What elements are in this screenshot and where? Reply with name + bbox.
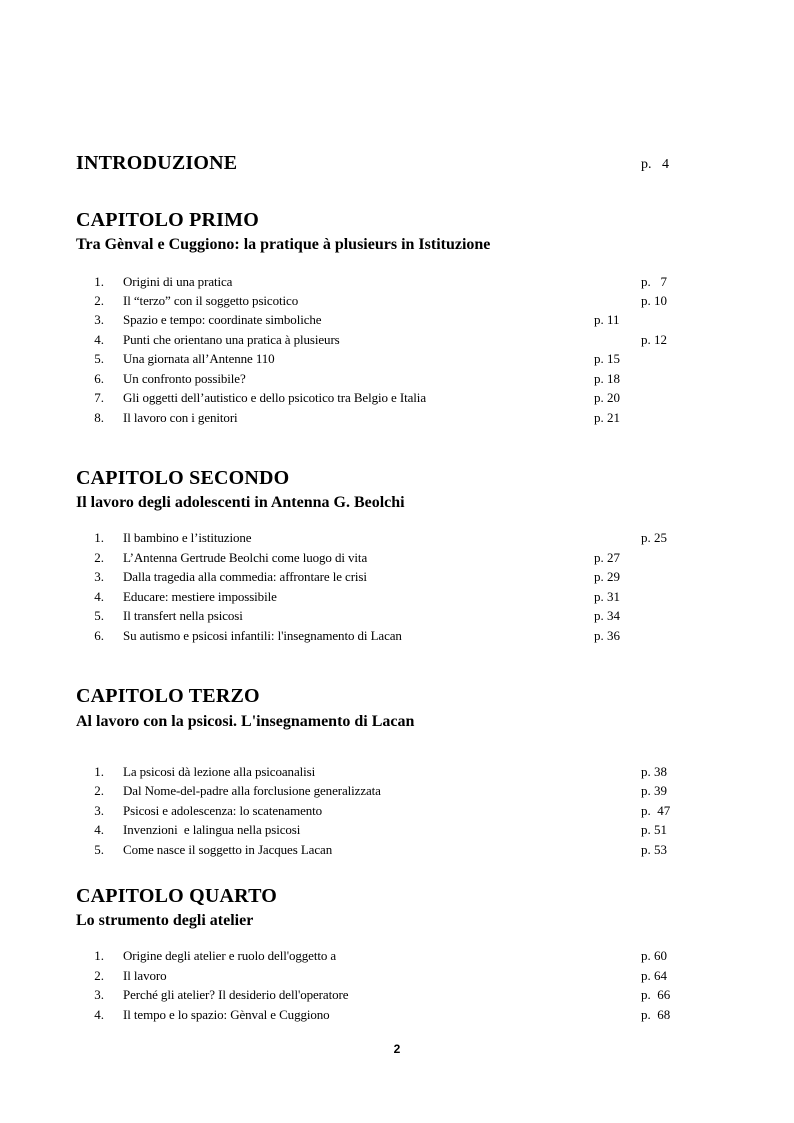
chapter-4-title: CAPITOLO QUARTO <box>76 885 278 907</box>
toc-entry[interactable] <box>0 569 794 588</box>
toc-entry[interactable] <box>0 410 794 429</box>
entry-number: 2. <box>94 550 104 565</box>
entry-page: p. 47 <box>641 803 671 818</box>
entry-page: p. 36 <box>594 628 620 643</box>
toc-entry[interactable] <box>0 968 794 987</box>
entry-text: Il tempo e lo spazio: Gènval e Cuggiono <box>123 1007 330 1022</box>
entry-number: 2. <box>94 293 104 308</box>
entry-number: 6. <box>94 371 104 386</box>
toc-entry[interactable] <box>0 803 794 822</box>
toc-entry[interactable] <box>0 628 794 647</box>
entry-page: p. 60 <box>641 948 667 963</box>
entry-page: p. 31 <box>594 589 620 604</box>
chapter-1-title: CAPITOLO PRIMO <box>76 209 259 231</box>
entry-number: 3. <box>94 987 104 1002</box>
entry-number: 3. <box>94 569 104 584</box>
toc-entry[interactable] <box>0 274 794 293</box>
entry-page: p. 27 <box>594 550 620 565</box>
entry-number: 2. <box>94 783 104 798</box>
entry-text: Una giornata all’Antenne 110 <box>123 351 275 366</box>
entry-number: 7. <box>94 390 104 405</box>
entry-number: 5. <box>94 351 104 366</box>
toc-entry[interactable] <box>0 390 794 409</box>
chapter-2-title: CAPITOLO SECONDO <box>76 467 290 489</box>
toc-entry[interactable] <box>0 1007 794 1026</box>
entry-number: 1. <box>94 274 104 289</box>
toc-entry[interactable] <box>0 332 794 351</box>
entry-page: p. 38 <box>641 764 667 779</box>
entry-text: Invenzioni e lalingua nella psicosi <box>123 822 301 837</box>
entry-page: p. 12 <box>641 332 667 347</box>
toc-entry[interactable] <box>0 589 794 608</box>
entry-number: 2. <box>94 968 104 983</box>
entry-page: p. 11 <box>594 312 620 327</box>
entry-page: p. 10 <box>641 293 667 308</box>
toc-entry[interactable] <box>0 293 794 312</box>
entry-text: L’Antenna Gertrude Beolchi come luogo di vita <box>123 550 368 565</box>
toc-entry[interactable] <box>0 822 794 841</box>
toc-entry[interactable] <box>0 783 794 802</box>
entry-number: 4. <box>94 332 104 347</box>
entry-page: p. 68 <box>641 1007 671 1022</box>
toc-entry[interactable] <box>0 550 794 569</box>
entry-number: 4. <box>94 589 104 604</box>
entry-text: Un confronto possibile? <box>123 371 246 386</box>
entry-text: Perché gli atelier? Il desiderio dell'operatore <box>123 987 349 1002</box>
entry-number: 4. <box>94 822 104 837</box>
entry-page: p. 64 <box>641 968 667 983</box>
entry-page: p. 53 <box>641 842 667 857</box>
toc-entry[interactable] <box>0 608 794 627</box>
entry-text: Dal Nome-del-padre alla forclusione generalizzata <box>123 783 381 798</box>
entry-number: 1. <box>94 530 104 545</box>
toc-entry[interactable] <box>0 371 794 390</box>
toc-entry[interactable] <box>0 312 794 331</box>
entry-page: p. 15 <box>594 351 620 366</box>
entry-number: 1. <box>94 764 104 779</box>
entry-number: 3. <box>94 803 104 818</box>
entry-page: p. 7 <box>641 274 667 289</box>
entry-page: p. 20 <box>594 390 620 405</box>
chapter-3-title: CAPITOLO TERZO <box>76 685 260 707</box>
entry-page: p. 39 <box>641 783 667 798</box>
entry-text: Come nasce il soggetto in Jacques Lacan <box>123 842 333 857</box>
entry-page: p. 25 <box>641 530 667 545</box>
entry-text: Il lavoro con i genitori <box>123 410 238 425</box>
entry-number: 5. <box>94 608 104 623</box>
entry-text: Educare: mestiere impossibile <box>123 589 277 604</box>
entry-number: 8. <box>94 410 104 425</box>
toc-entry[interactable] <box>0 987 794 1006</box>
entry-number: 3. <box>94 312 104 327</box>
entry-text: Spazio e tempo: coordinate simboliche <box>123 312 322 327</box>
entry-number: 4. <box>94 1007 104 1022</box>
toc-entry[interactable] <box>0 764 794 783</box>
entry-text: Il “terzo” con il soggetto psicotico <box>123 293 299 308</box>
entry-text: Il lavoro <box>123 968 167 983</box>
entry-text: Dalla tragedia alla commedia: affrontare le crisi <box>123 569 367 584</box>
intro-page-ref: p. 4 <box>641 157 669 172</box>
chapter-3-subtitle: Al lavoro con la psicosi. L'insegnamento di Lacan <box>76 713 415 730</box>
entry-text: Punti che orientano una pratica à plusieurs <box>123 332 340 347</box>
entry-text: La psicosi dà lezione alla psicoanalisi <box>123 764 316 779</box>
entry-number: 6. <box>94 628 104 643</box>
toc-entry[interactable] <box>0 351 794 370</box>
entry-text: Psicosi e adolescenza: lo scatenamento <box>123 803 323 818</box>
chapter-2-subtitle: Il lavoro degli adolescenti in Antenna G. Beolchi <box>76 494 405 511</box>
entry-text: Il bambino e l’istituzione <box>123 530 252 545</box>
entry-page: p. 51 <box>641 822 667 837</box>
entry-text: Origini di una pratica <box>123 274 233 289</box>
entry-text: Origine degli atelier e ruolo dell'oggetto a <box>123 948 337 963</box>
toc-entry[interactable] <box>0 948 794 967</box>
toc-entry[interactable] <box>0 842 794 861</box>
page-number: 2 <box>393 1042 401 1056</box>
chapter-1-subtitle: Tra Gènval e Cuggiono: la pratique à plusieurs in Istituzione <box>76 236 491 253</box>
entry-page: p. 34 <box>594 608 620 623</box>
entry-number: 1. <box>94 948 104 963</box>
intro-title: INTRODUZIONE <box>76 152 238 174</box>
entry-page: p. 66 <box>641 987 671 1002</box>
entry-text: Su autismo e psicosi infantili: l'insegnamento di Lacan <box>123 628 402 643</box>
chapter-4-subtitle: Lo strumento degli atelier <box>76 912 254 929</box>
entry-page: p. 21 <box>594 410 620 425</box>
entry-text: Il transfert nella psicosi <box>123 608 243 623</box>
entry-page: p. 29 <box>594 569 620 584</box>
entry-text: Gli oggetti dell’autistico e dello psicotico tra Belgio e Italia <box>123 390 426 405</box>
entry-number: 5. <box>94 842 104 857</box>
entry-page: p. 18 <box>594 371 620 386</box>
toc-entry[interactable] <box>0 530 794 549</box>
